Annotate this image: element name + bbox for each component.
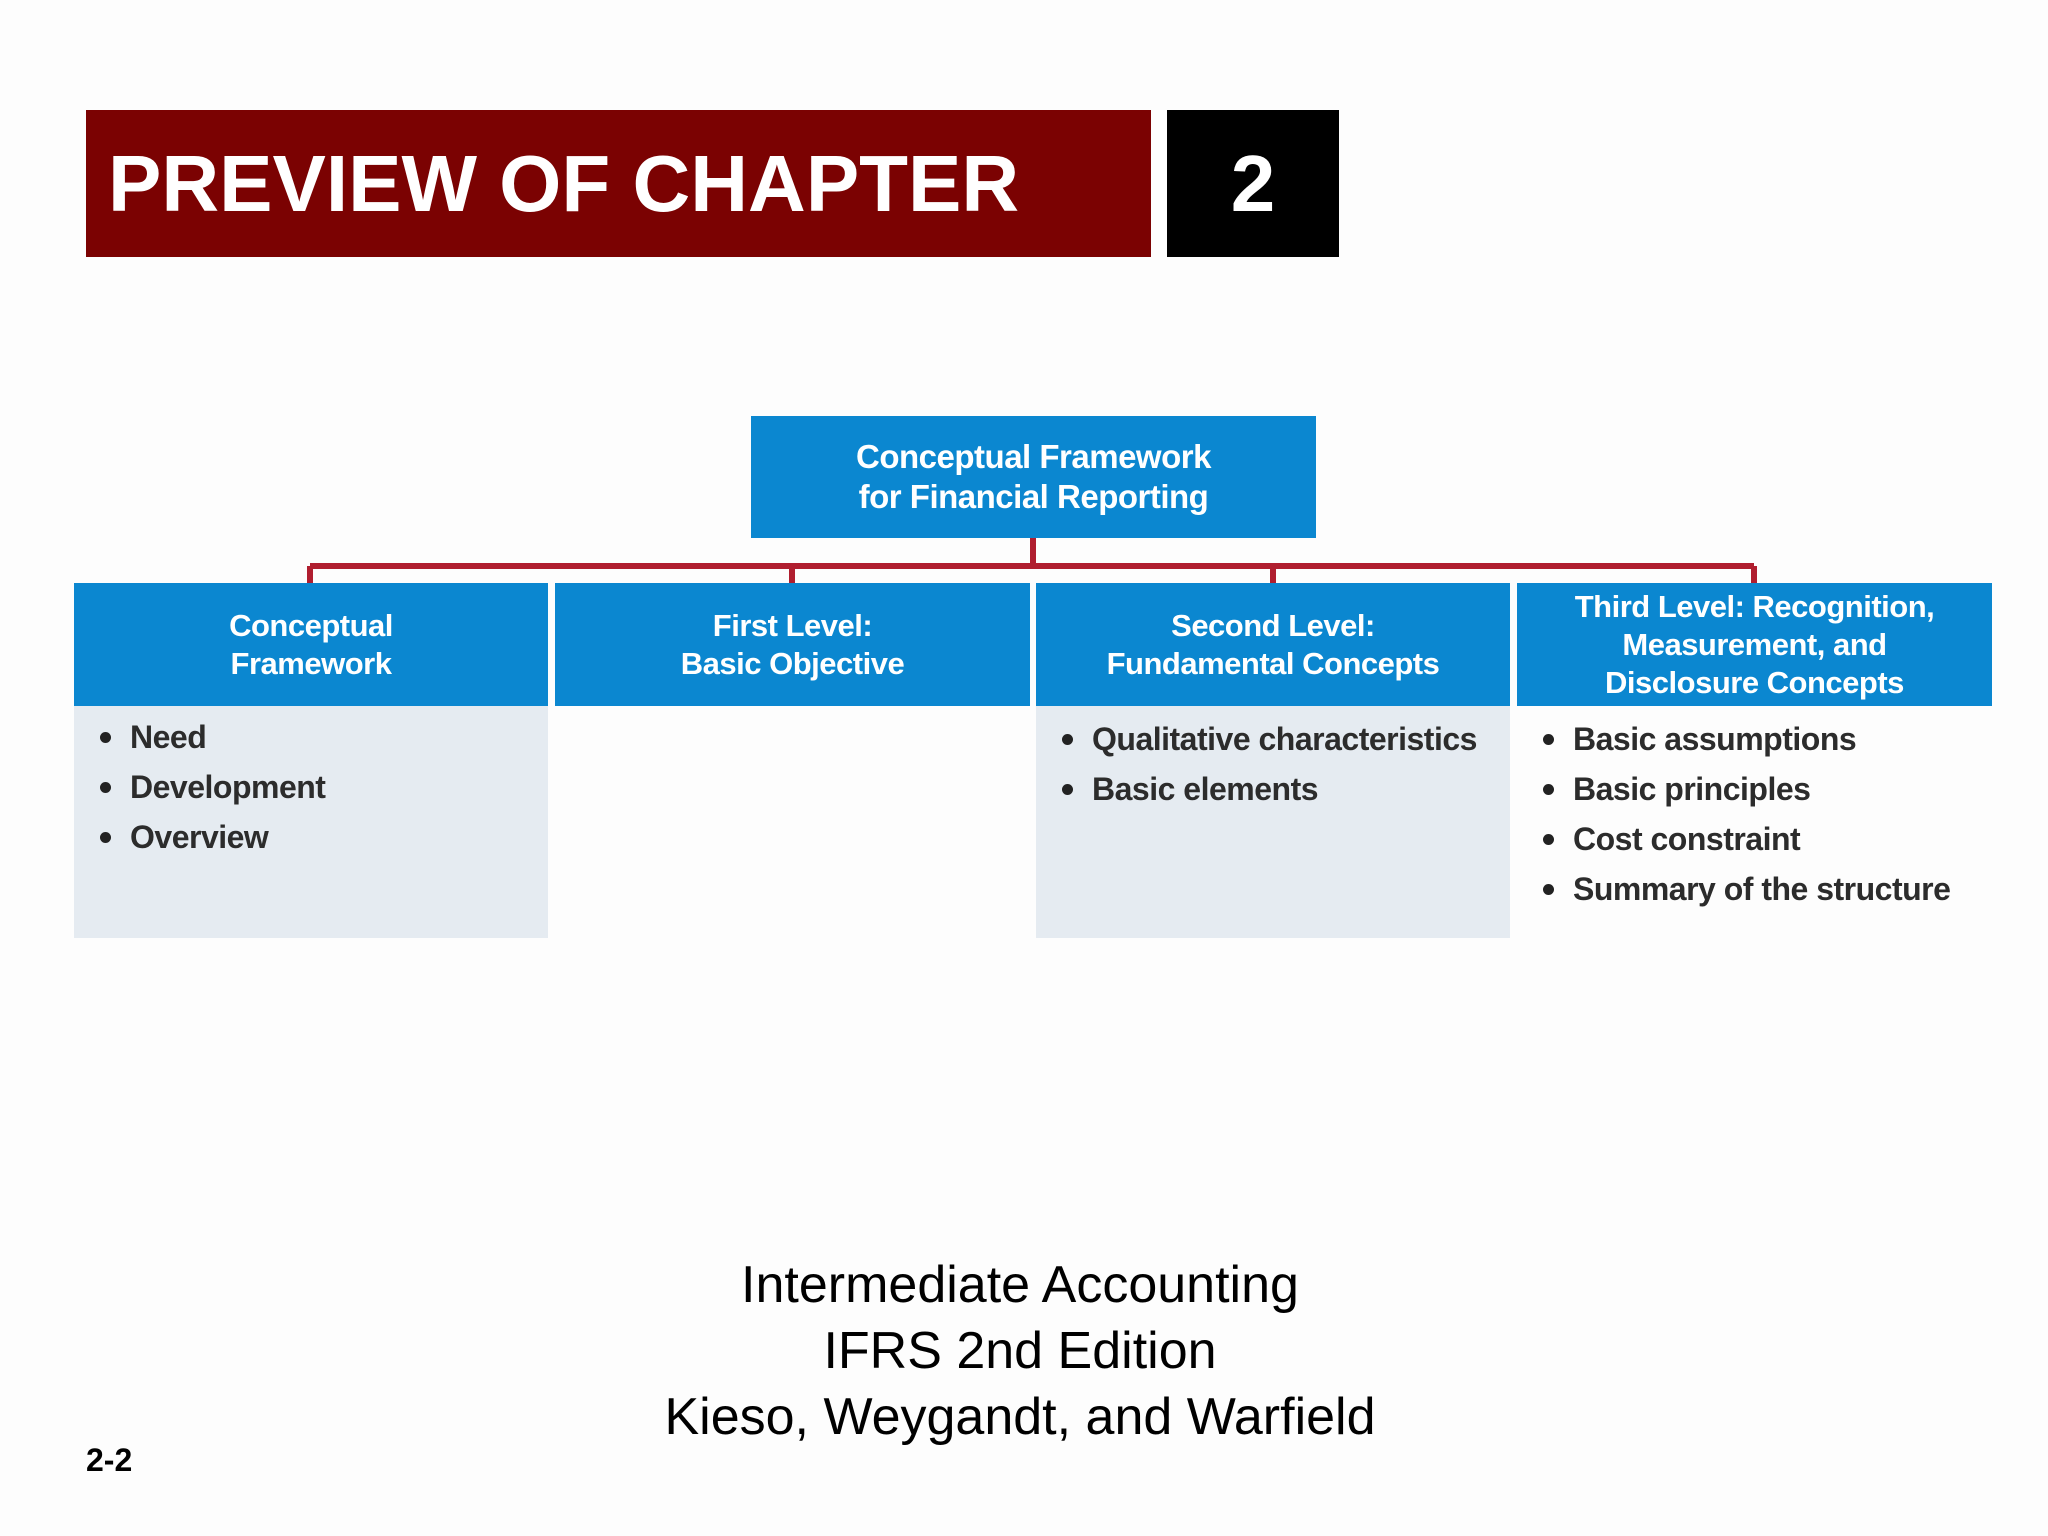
column-body-fundamental-concepts [1036,706,1510,938]
root-node-label: Conceptual Framework for Financial Reporting [856,438,1211,515]
bullet-item: Summary of the structure [1537,864,1992,914]
column-heading-label: Third Level: Recognition, Measurement, and Disclosure Concepts [1574,588,1935,700]
book-edition: IFRS 2nd Edition [823,1322,1217,1380]
chapter-number: 2 [1230,139,1276,228]
column-body-recognition-measurement [1517,706,1992,938]
chapter-title: PREVIEW OF CHAPTER [108,139,1020,228]
column-heading-basic-objective [555,583,1030,706]
column-heading-conceptual-framework [74,583,548,706]
bullet-item: Development [94,762,548,812]
column-heading-label: Conceptual Framework [229,607,393,681]
bullet-list [1517,706,1992,914]
column-heading-label: First Level: Basic Objective [680,607,905,681]
book-citation [520,1252,1520,1450]
bullet-item: Basic elements [1056,764,1510,814]
book-authors: Kieso, Weygandt, and Warfield [664,1388,1376,1446]
bullet-item: Cost constraint [1537,814,1992,864]
root-node-box [751,416,1316,538]
bullet-item: Qualitative characteristics [1056,714,1510,764]
column-body-basic-objective [555,706,1030,938]
book-title: Intermediate Accounting [741,1256,1299,1314]
bullet-item: Basic assumptions [1537,714,1992,764]
column-heading-label: Second Level: Fundamental Concepts [1106,607,1440,681]
slide-number: 2-2 [86,1442,133,1478]
bullet-item: Overview [94,812,548,862]
bullet-item: Basic principles [1537,764,1992,814]
bullet-list [1036,706,1510,814]
column-heading-recognition-measurement [1517,583,1992,706]
column-heading-fundamental-concepts [1036,583,1510,706]
bullet-list [74,706,548,862]
column-body-conceptual-framework [74,706,548,938]
bullet-item: Need [94,712,548,762]
